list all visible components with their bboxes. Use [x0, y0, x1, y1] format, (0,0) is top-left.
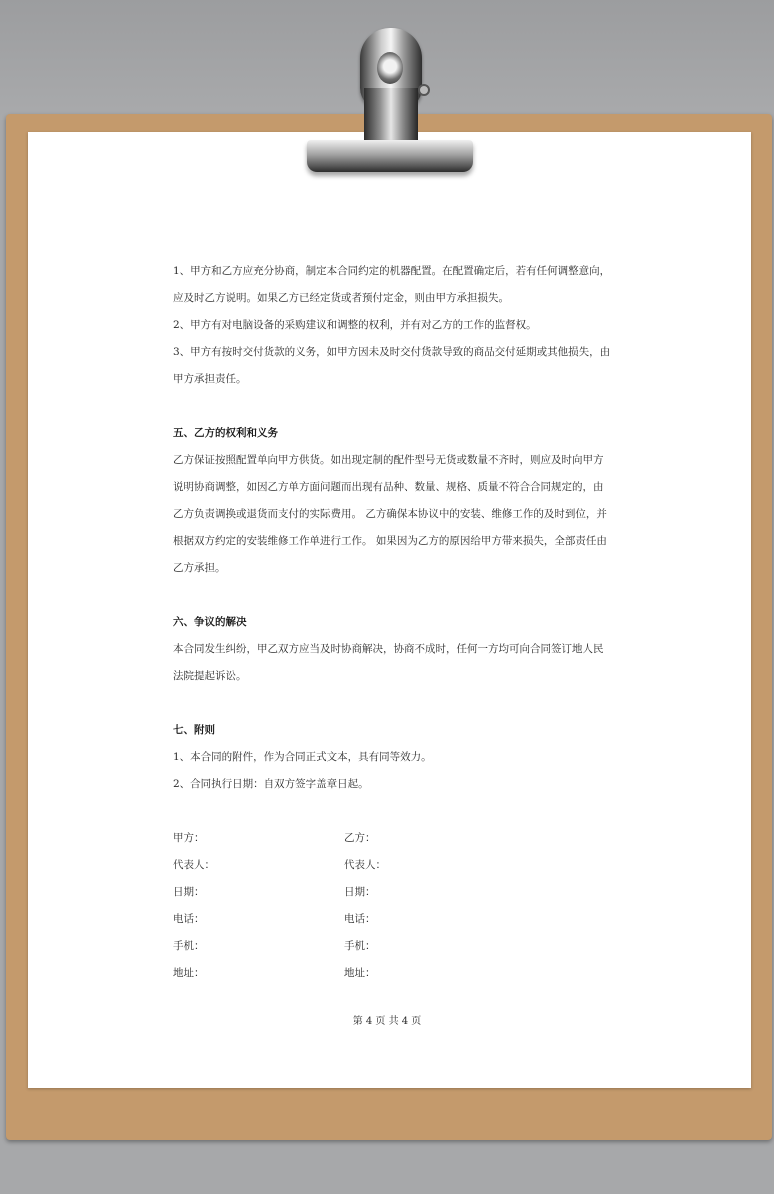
signature-label-representative-a: 代表人： — [173, 859, 215, 871]
paragraph-line: 乙方负责调换或退货而支付的实际费用。 乙方确保本协议中的安装、维修工作的及时到位，并 — [173, 508, 607, 520]
paragraph-line: 根据双方约定的安装维修工作单进行工作。 如果因为乙方的原因给甲方带来损失，全部责任由 — [173, 535, 607, 547]
section-heading-seven: 七、附则 — [173, 724, 215, 736]
clip-neck — [364, 88, 418, 140]
paragraph-line: 本合同发生纠纷，甲乙双方应当及时协商解决，协商不成时，任何一方均可向合同签订地人民 — [173, 643, 604, 655]
signature-label-phone-a: 电话： — [173, 913, 205, 925]
paragraph-line: 乙方保证按照配置单向甲方供货。如出现定制的配件型号无货或数量不齐时，则应及时向甲方 — [173, 454, 604, 466]
signature-label-party-a: 甲方： — [173, 832, 205, 844]
paragraph-line: 应及时乙方说明。如果乙方已经定货或者预付定金，则由甲方承担损失。 — [173, 292, 509, 304]
clip-hole — [377, 52, 403, 84]
signature-label-address-a: 地址： — [173, 967, 205, 979]
signature-label-date-a: 日期： — [173, 886, 205, 898]
signature-label-mobile-a: 手机： — [173, 940, 205, 952]
paragraph-line: 甲方承担责任。 — [173, 373, 247, 385]
paragraph-line: 3、甲方有按时交付货款的义务，如甲方因未及时交付货款导致的商品交付延期或其他损失，由 — [173, 346, 611, 358]
clip-rivet — [418, 84, 430, 96]
signature-label-representative-b: 代表人： — [344, 859, 386, 871]
paragraph-line: 法院提起诉讼。 — [173, 670, 247, 682]
signature-label-date-b: 日期： — [344, 886, 376, 898]
clip-base — [307, 140, 473, 172]
signature-label-phone-b: 电话： — [344, 913, 376, 925]
signature-label-mobile-b: 手机： — [344, 940, 376, 952]
signature-label-address-b: 地址： — [344, 967, 376, 979]
paragraph-line: 乙方承担。 — [173, 562, 226, 574]
paragraph-line: 2、甲方有对电脑设备的采购建议和调整的权利，并有对乙方的工作的监督权。 — [173, 319, 537, 331]
paragraph-line: 1、甲方和乙方应充分协商，制定本合同约定的机器配置。在配置确定后，若有任何调整意向， — [173, 265, 611, 277]
paragraph-line: 说明协商调整，如因乙方单方面问题而出现有品种、数量、规格、质量不符合合同规定的，由 — [173, 481, 604, 493]
paragraph-line: 1、本合同的附件，作为合同正式文本，具有同等效力。 — [173, 751, 432, 763]
page-number: 第 4 页 共 4 页 — [352, 1016, 422, 1027]
section-heading-five: 五、乙方的权利和义务 — [173, 427, 278, 439]
paragraph-line: 2、合同执行日期：自双方签字盖章日起。 — [173, 778, 369, 790]
section-heading-six: 六、争议的解决 — [173, 616, 247, 628]
signature-label-party-b: 乙方： — [344, 832, 376, 844]
